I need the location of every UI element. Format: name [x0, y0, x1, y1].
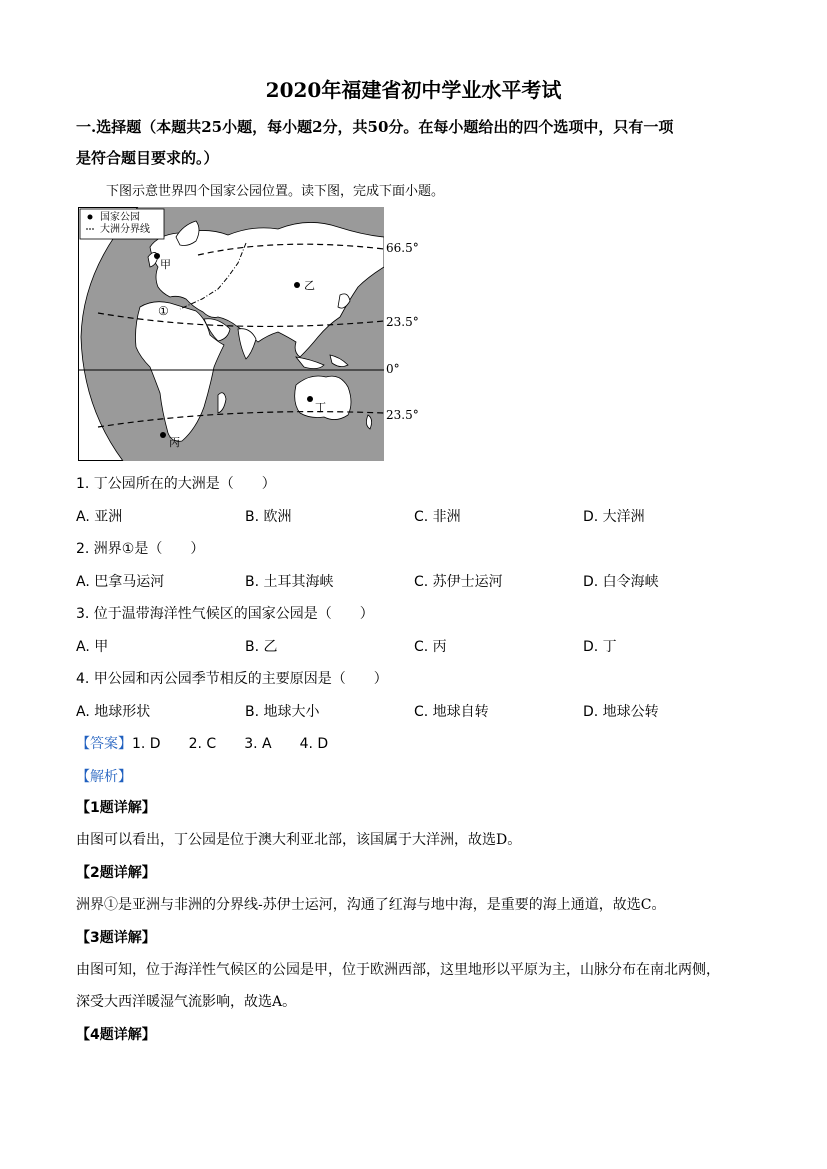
q1-option-d: D. 大洋洲	[583, 509, 645, 525]
q4-option-a: A. 地球形状	[76, 704, 151, 720]
detail-2-head: 【2题详解】	[76, 865, 156, 881]
detail-2-text: 洲界①是亚洲与非洲的分界线-苏伊士运河，沟通了红海与地中海，是重要的海上通道，故选C。	[76, 897, 666, 913]
page-title: 2020年福建省初中学业水平考试	[265, 78, 562, 102]
q3-option-d: D. 丁	[583, 639, 617, 655]
q3-option-b: B. 乙	[245, 639, 278, 655]
question-1-stem: 1. 丁公园所在的大洲是（ ）	[76, 476, 276, 492]
analysis-label: 【解析】	[76, 769, 132, 785]
world-map-figure	[78, 207, 384, 461]
q1-option-b: B. 欧洲	[245, 509, 292, 525]
detail-3-text-line2: 深受大西洋暖湿气流影响，故选A。	[76, 994, 297, 1010]
q4-option-c: C. 地球自转	[414, 704, 489, 720]
q4-option-b: B. 地球大小	[245, 704, 320, 720]
detail-4-head: 【4题详解】	[76, 1027, 156, 1043]
answer-line	[76, 733, 328, 753]
answer-item-1: 1. D	[132, 736, 161, 752]
answer-item-3: 3. A	[244, 736, 272, 752]
detail-1-head: 【1题详解】	[76, 800, 156, 816]
answer-item-4: 4. D	[299, 736, 329, 752]
q2-option-c: C. 苏伊士运河	[414, 574, 503, 590]
answer-label: 【答案】	[76, 736, 132, 752]
q2-option-b: B. 土耳其海峡	[245, 574, 334, 590]
park-ding-label: 丁	[315, 401, 326, 414]
park-yi-label: 乙	[304, 279, 315, 292]
legend-park-label: 国家公园	[100, 212, 140, 223]
q2-option-a: A. 巴拿马运河	[76, 574, 165, 590]
q3-option-c: C. 丙	[414, 639, 447, 655]
legend-boundary-label: 大洲分界线	[100, 224, 150, 235]
q2-option-d: D. 白令海峡	[583, 574, 659, 590]
q1-option-c: C. 非洲	[414, 509, 461, 525]
q1-option-a: A. 亚洲	[76, 509, 123, 525]
q4-option-d: D. 地球公转	[583, 704, 659, 720]
detail-3-text-line1: 由图可知，位于海洋性气候区的公园是甲，位于欧洲西部，这里地形以平原为主，山脉分布在南北两侧，	[76, 962, 720, 978]
lat-label-23s: 23.5°	[386, 408, 419, 422]
lat-label-66: 66.5°	[386, 241, 419, 255]
section-heading-line2: 是符合题目要求的。）	[76, 149, 219, 167]
lat-label-23n: 23.5°	[386, 315, 419, 329]
boundary-marker-1: ①	[158, 304, 169, 318]
question-intro: 下图示意世界四个国家公园位置。读下图，完成下面小题。	[106, 184, 445, 199]
lat-label-0: 0°	[386, 362, 400, 376]
q3-option-a: A. 甲	[76, 639, 109, 655]
park-jia-label: 甲	[160, 258, 171, 271]
answer-item-2: 2. C	[188, 736, 217, 752]
question-3-stem: 3. 位于温带海洋性气候区的国家公园是（ ）	[76, 606, 374, 622]
detail-3-head: 【3题详解】	[76, 930, 156, 946]
question-4-stem: 4. 甲公园和丙公园季节相反的主要原因是（ ）	[76, 671, 388, 687]
section-heading-line1: 一.选择题（本题共25小题，每小题2分，共50分。在每小题给出的四个选项中，只有一项	[76, 118, 674, 136]
park-bing-label: 丙	[169, 436, 180, 449]
detail-1-text: 由图可以看出，丁公园是位于澳大利亚北部，该国属于大洋洲，故选D。	[76, 832, 522, 848]
question-2-stem: 2. 洲界①是（ ）	[76, 541, 205, 557]
